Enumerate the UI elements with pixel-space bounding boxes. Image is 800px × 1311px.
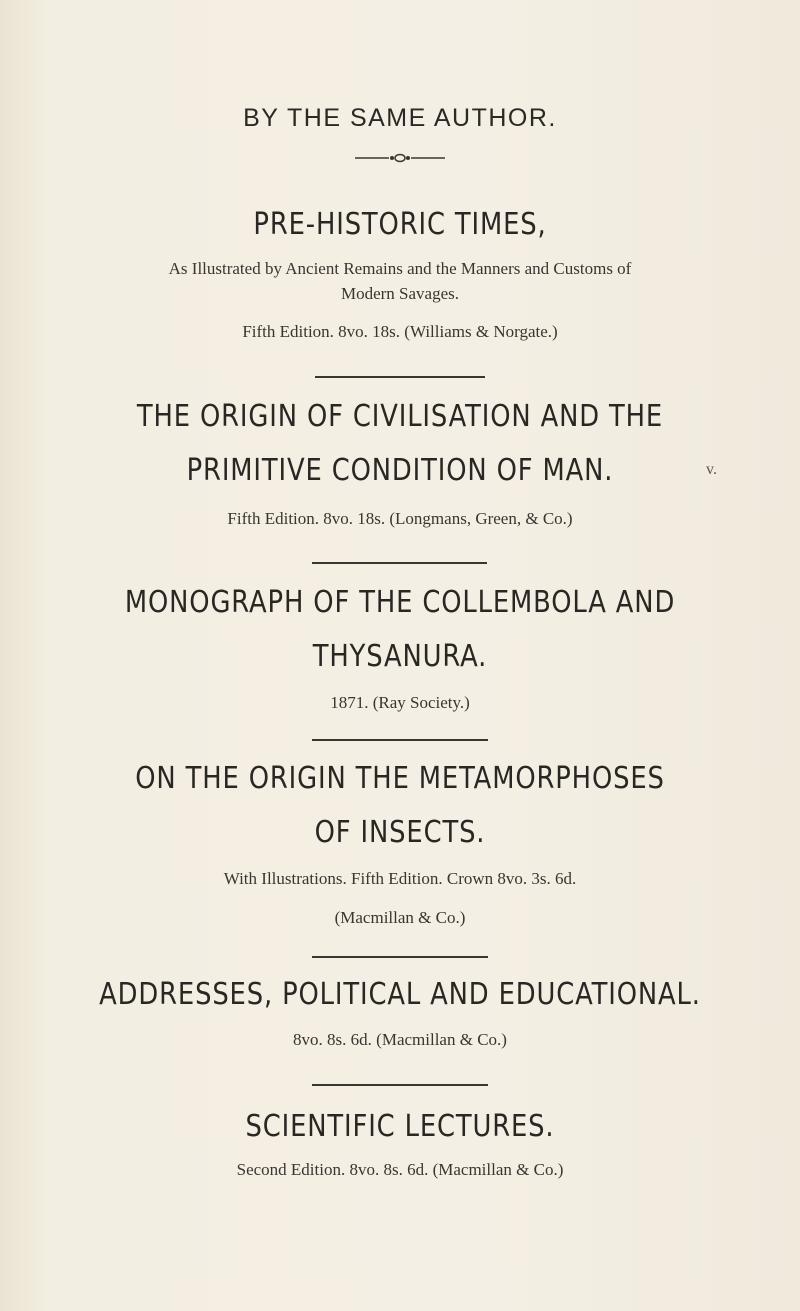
entry-title: SCIENTIFIC LECTURES. <box>245 1109 555 1144</box>
divider-rule <box>315 376 485 378</box>
entry-title: THE ORIGIN OF CIVILISATION AND THE <box>136 399 664 434</box>
divider-rule <box>312 739 488 741</box>
divider-rule <box>312 956 488 958</box>
page-header: BY THE SAME AUTHOR. <box>243 104 557 132</box>
entry-title: PRE-HISTORIC TIMES, <box>253 207 547 242</box>
margin-mark: v. <box>706 461 717 478</box>
entry-description: As Illustrated by Ancient Remains and the Manners and Customs of <box>168 259 632 278</box>
entry-publication: Fifth Edition. 8vo. 18s. (Longmans, Green, & Co.) <box>227 509 573 528</box>
entry-publication: With Illustrations. Fifth Edition. Crown 8vo. 3s. 6d. <box>223 869 577 888</box>
header-ornament <box>0 152 800 164</box>
entry-publication: 1871. (Ray Society.) <box>330 693 470 712</box>
divider-rule <box>312 562 487 564</box>
entry-publication: 8vo. 8s. 6d. (Macmillan & Co.) <box>293 1030 507 1049</box>
entry-publisher: (Macmillan & Co.) <box>334 908 466 927</box>
entry-title: OF INSECTS. <box>314 815 486 850</box>
entry-title: MONOGRAPH OF THE COLLEMBOLA AND <box>124 585 676 620</box>
entry-description: Modern Savages. <box>340 284 460 303</box>
divider-rule <box>312 1084 488 1086</box>
entry-title: ON THE ORIGIN THE METAMORPHOSES <box>135 761 665 796</box>
entry-title: ADDRESSES, POLITICAL AND EDUCATIONAL. <box>99 977 701 1012</box>
entry-title: THYSANURA. <box>312 639 488 674</box>
entry-publication: Fifth Edition. 8vo. 18s. (Williams & Norgate.) <box>242 322 558 341</box>
entry-publication: Second Edition. 8vo. 8s. 6d. (Macmillan & Co.) <box>236 1160 564 1179</box>
entry-title: PRIMITIVE CONDITION OF MAN. <box>186 453 614 488</box>
